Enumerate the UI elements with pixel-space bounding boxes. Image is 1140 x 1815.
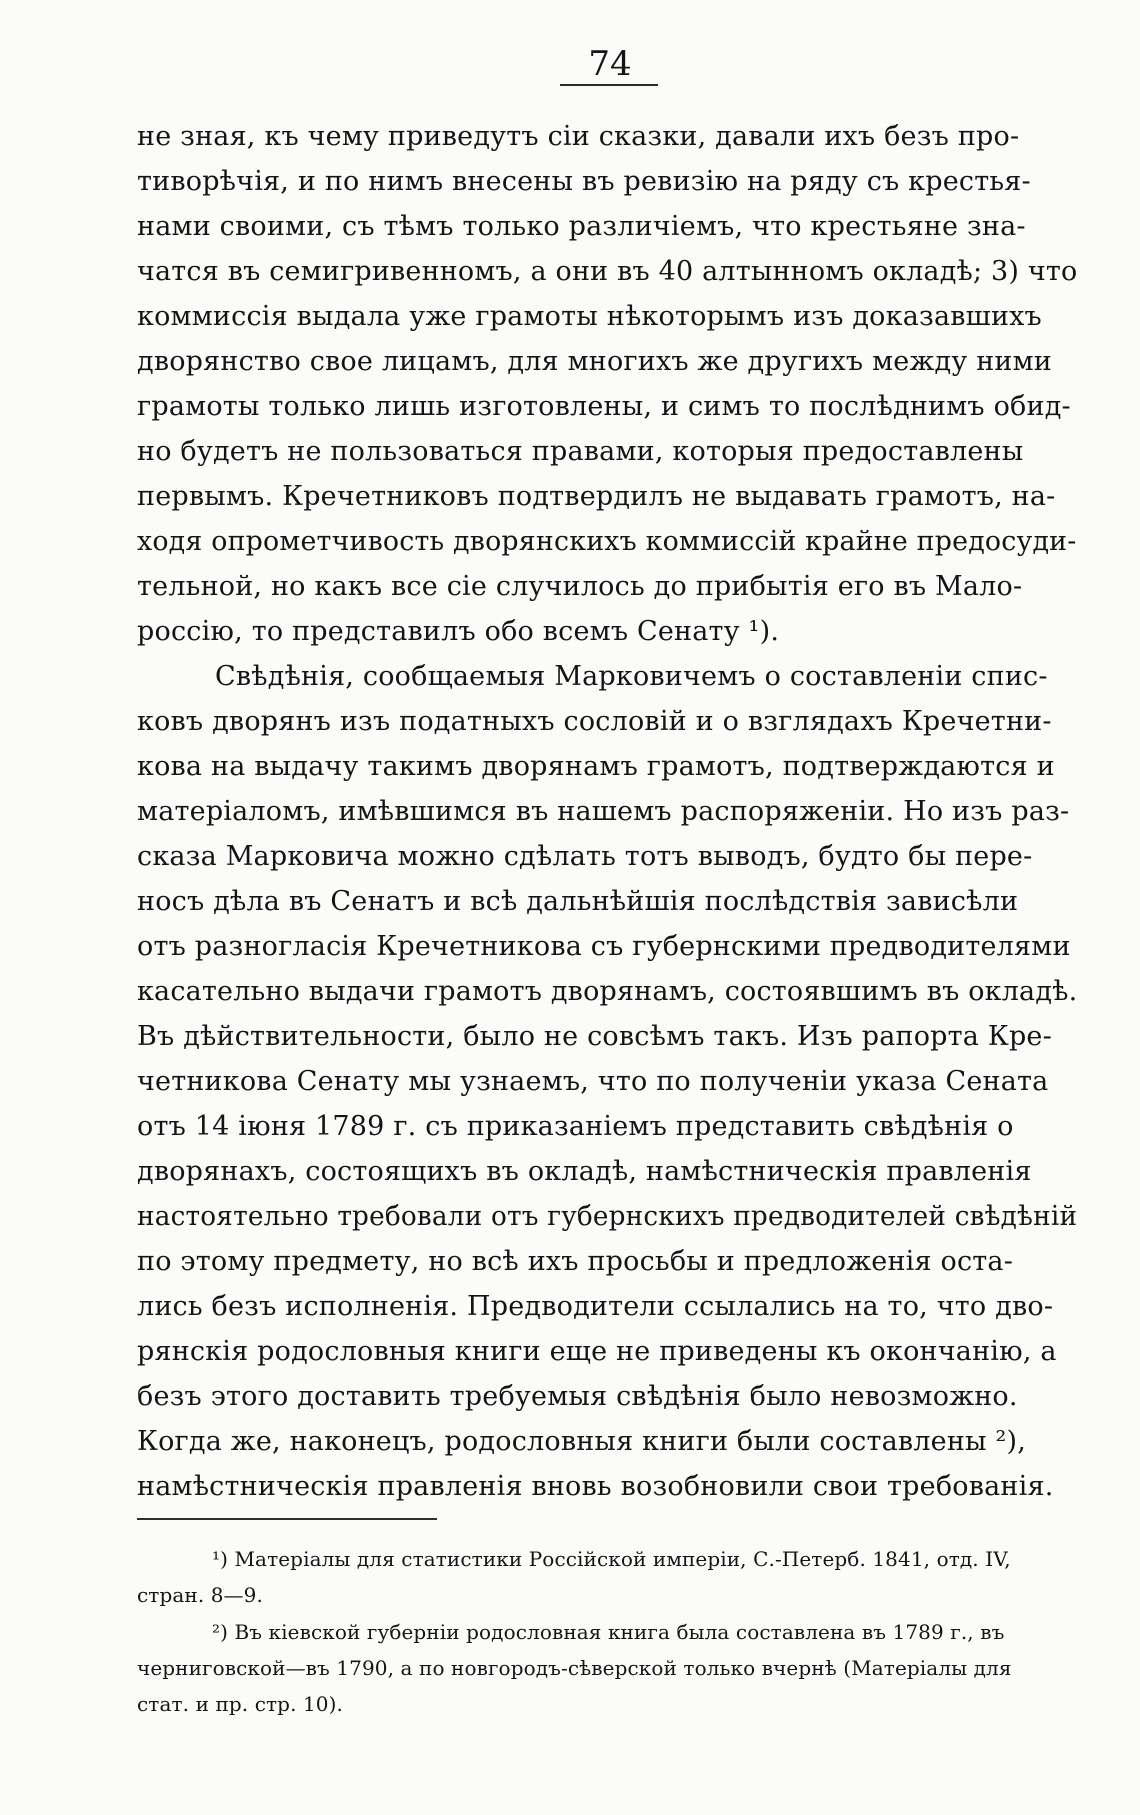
body-line: Въ дѣйствительности, было не совсѣмъ такъ. Изъ рапорта Кре- (137, 1021, 1052, 1052)
body-line: россію, то представилъ обо всемъ Сенату ¹). (137, 616, 780, 647)
body-line: дворянахъ, состоящихъ въ окладѣ, намѣстническія правленія (137, 1156, 1032, 1187)
body-line: нами своими, съ тѣмъ только различіемъ, что крестьяне зна- (137, 211, 1026, 242)
body-line: Свѣдѣнія, сообщаемыя Марковичемъ о составленіи спис- (215, 661, 1048, 692)
body-line: Когда же, наконецъ, родословныя книги были составлены ²), (137, 1426, 1027, 1457)
body-line: безъ этого доставить требуемыя свѣдѣнія было невозможно. (137, 1381, 1018, 1412)
body-line: ковъ дворянъ изъ податныхъ сословій и о взглядахъ Кречетни- (137, 706, 1052, 737)
body-line: касательно выдачи грамотъ дворянамъ, состоявшимъ въ окладѣ. (137, 976, 1078, 1007)
page-number: 74 (588, 44, 632, 84)
footnote-divider (137, 1518, 437, 1520)
footnote-line: черниговской—въ 1790, а по новгородъ-сѣверской только вчернѣ (Матеріалы для (137, 1656, 1012, 1680)
body-line: сказа Марковича можно сдѣлать тотъ выводъ, будто бы пере- (137, 841, 1033, 872)
body-line: тельной, но какъ все сіе случилось до прибытія его въ Мало- (137, 571, 1023, 602)
body-line: отъ 14 іюня 1789 г. съ приказаніемъ представить свѣдѣнія о (137, 1111, 1014, 1142)
body-line: дворянство свое лицамъ, для многихъ же другихъ между ними (137, 346, 1052, 377)
body-line: по этому предмету, но всѣ ихъ просьбы и предложенія оста- (137, 1246, 1014, 1277)
body-line: намѣстническія правленія вновь возобновили свои требованія. (137, 1471, 1054, 1502)
body-line: грамоты только лишь изготовлены, и симъ то послѣднимъ обид- (137, 391, 1071, 422)
body-line: носъ дѣла въ Сенатъ и всѣ дальнѣйшія послѣдствія зависѣли (137, 886, 1019, 917)
page-number-rule (560, 84, 658, 86)
body-line: коммиссія выдала уже грамоты нѣкоторымъ изъ доказавшихъ (137, 301, 1042, 332)
footnote-line: стат. и пр. стр. 10). (137, 1692, 343, 1716)
footnote-line: ¹) Матеріалы для статистики Россійской имперіи, С.-Петерб. 1841, отд. IV, (212, 1547, 1011, 1571)
body-line: кова на выдачу такимъ дворянамъ грамотъ, подтверждаются и (137, 751, 1055, 782)
body-line: не зная, къ чему приведутъ сіи сказки, давали ихъ безъ про- (137, 121, 1020, 152)
body-line: но будетъ не пользоваться правами, которыя предоставлены (137, 436, 1024, 467)
body-line: четникова Сенату мы узнаемъ, что по полученіи указа Сената (137, 1066, 1049, 1097)
body-line: отъ разногласія Кречетникова съ губернскими предводителями (137, 931, 1071, 962)
body-line: тиворѣчія, и по нимъ внесены въ ревизію на ряду съ крестья- (137, 166, 1031, 197)
body-line: рянскія родословныя книги еще не приведены къ окончанію, а (137, 1336, 1057, 1367)
body-line: первымъ. Кречетниковъ подтвердилъ не выдавать грамотъ, на- (137, 481, 1056, 512)
body-line: настоятельно требовали отъ губернскихъ предводителей свѣдѣній (137, 1201, 1078, 1232)
body-line: лись безъ исполненія. Предводители ссылались на то, что дво- (137, 1291, 1054, 1322)
body-line: матеріаломъ, имѣвшимся въ нашемъ распоряженіи. Но изъ раз- (137, 796, 1070, 827)
body-line: ходя опрометчивость дворянскихъ коммиссій крайне предосуди- (137, 526, 1077, 557)
body-line: чатся въ семигривенномъ, а они въ 40 алтынномъ окладѣ; 3) что (137, 256, 1078, 287)
footnote-line: стран. 8—9. (137, 1583, 263, 1607)
footnote-line: ²) Въ кіевской губерніи родословная книга была составлена въ 1789 г., въ (212, 1620, 1005, 1644)
